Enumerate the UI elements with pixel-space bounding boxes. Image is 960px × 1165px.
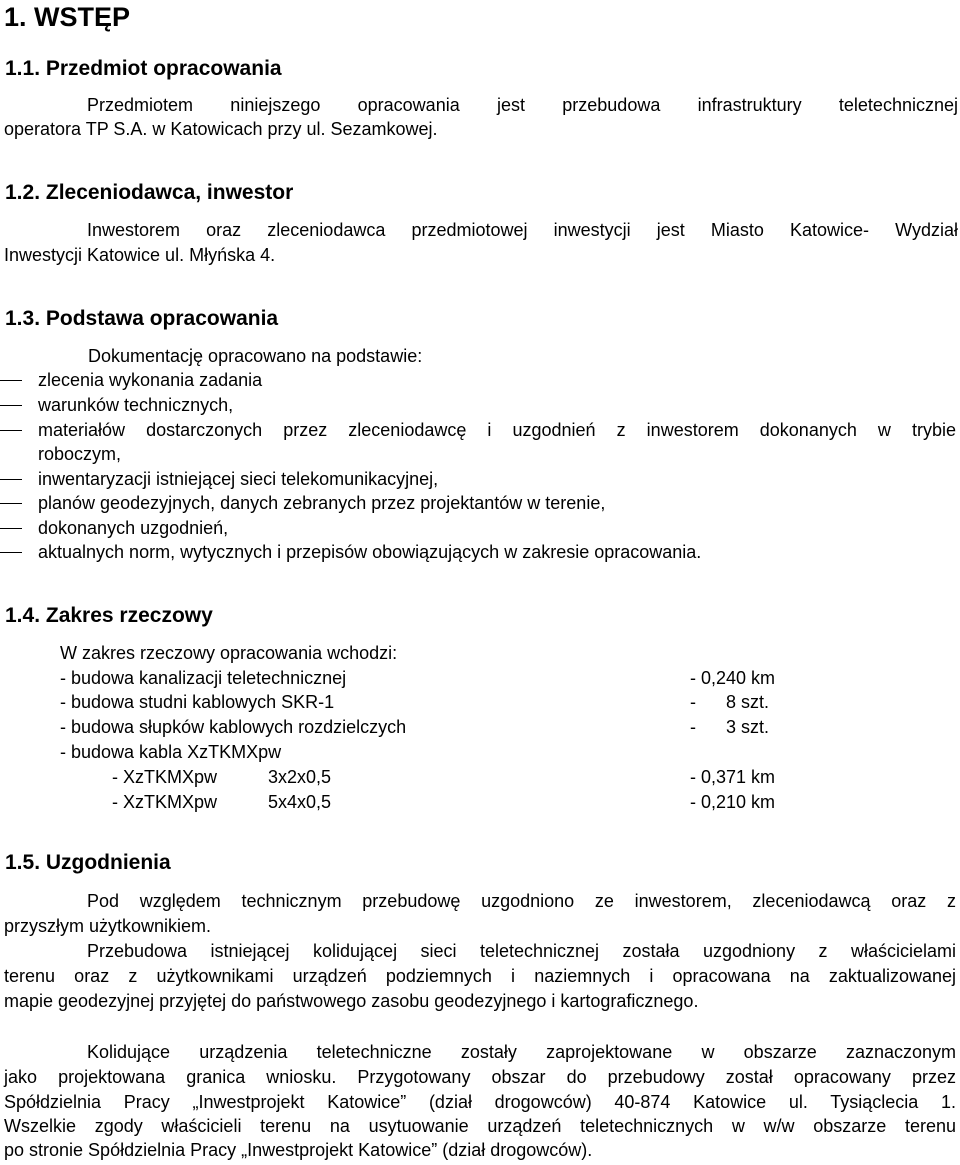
list-intro: W zakres rzeczowy opracowania wchodzi:	[60, 643, 398, 663]
list-item: planów geodezyjnych, danych zebranych przez projektantów w terenie,	[38, 493, 606, 513]
list-item: dokonanych uzgodnień,	[38, 518, 229, 538]
scope-item-label: - budowa kabla XzTKMXpw	[60, 742, 282, 762]
list-intro: Dokumentację opracowano na podstawie:	[88, 346, 423, 366]
paragraph-line: Wszelkie zgody właścicieli terenu na usytuowanie urządzeń teletechnicznych w w/w obszarze terenu	[4, 1116, 956, 1136]
scope-item-value: - 8 szt.	[690, 692, 770, 712]
scope-item-value: - 3 szt.	[690, 717, 770, 737]
section-title-1-5: 1.5. Uzgodnienia	[5, 851, 171, 874]
list-item: aktualnych norm, wytycznych i przepisów obowiązujących w zakresie opracowania.	[38, 542, 702, 562]
scope-item-label: - budowa słupków kablowych rozdzielczych	[60, 717, 407, 737]
list-item: materiałów dostarczonych przez zleceniodawcę i uzgodnień z inwestorem dokonanych w trybie	[38, 420, 956, 440]
dash-bullet-icon	[0, 503, 22, 504]
section-title-1-4: 1.4. Zakres rzeczowy	[5, 604, 213, 627]
scope-item-label: - budowa kanalizacji teletechnicznej	[60, 668, 347, 688]
scope-subitem-spec: 3x2x0,5	[268, 767, 332, 787]
dash-bullet-icon	[0, 380, 22, 381]
list-item: warunków technicznych,	[38, 395, 234, 415]
paragraph-line: jako projektowana granica wniosku. Przygotowany obszar do przebudowy został opracowany przez	[4, 1067, 956, 1087]
dash-bullet-icon	[0, 528, 22, 529]
list-item: zlecenia wykonania zadania	[38, 370, 263, 390]
scope-item-value: - 0,371 km	[690, 767, 776, 787]
scope-item-label: - budowa studni kablowych SKR-1	[60, 692, 335, 712]
list-item: inwentaryzacji istniejącej sieci telekomunikacyjnej,	[38, 469, 439, 489]
paragraph-line: przyszłym użytkownikiem.	[4, 916, 212, 936]
dash-bullet-icon	[0, 552, 22, 553]
scope-subitem-label: - XzTKMXpw	[112, 767, 218, 787]
paragraph-line: Przedmiotem niniejszego opracowania jest przebudowa infrastruktury teletechnicznej	[87, 95, 958, 115]
scope-subitem-label: - XzTKMXpw	[112, 792, 218, 812]
paragraph-line: Spółdzielnia Pracy „Inwestprojekt Katowice” (dział drogowców) 40-874 Katowice ul. Tysiąclecia 1.	[4, 1092, 956, 1112]
section-title-1-1: 1.1. Przedmiot opracowania	[5, 57, 282, 80]
dash-bullet-icon	[0, 405, 22, 406]
paragraph-line: Inwestycji Katowice ul. Młyńska 4.	[4, 245, 276, 265]
paragraph-line: operatora TP S.A. w Katowicach przy ul. Sezamkowej.	[4, 119, 438, 139]
paragraph-line: Przebudowa istniejącej kolidującej sieci teletechnicznej została uzgodniony z właścicielami	[87, 941, 956, 961]
paragraph-line: Inwestorem oraz zleceniodawca przedmiotowej inwestycji jest Miasto Katowice- Wydział	[87, 220, 958, 240]
list-item-continuation: roboczym,	[38, 444, 122, 464]
dash-bullet-icon	[0, 479, 22, 480]
dash-bullet-icon	[0, 430, 22, 431]
scope-subitem-spec: 5x4x0,5	[268, 792, 332, 812]
paragraph-line: Pod względem technicznym przebudowę uzgodniono ze inwestorem, zleceniodawcą oraz z	[87, 891, 956, 911]
section-title-1-2: 1.2. Zleceniodawca, inwestor	[5, 181, 294, 204]
scope-item-value: - 0,210 km	[690, 792, 776, 812]
scope-item-value: - 0,240 km	[690, 668, 776, 688]
section-title-1-3: 1.3. Podstawa opracowania	[5, 307, 279, 330]
paragraph-line: Kolidujące urządzenia teletechniczne zostały zaprojektowane w obszarze zaznaczonym	[87, 1042, 956, 1062]
paragraph-line: po stronie Spółdzielnia Pracy „Inwestprojekt Katowice” (dział drogowców).	[4, 1140, 593, 1160]
document-heading: 1. WSTĘP	[4, 2, 131, 32]
paragraph-line: terenu oraz z użytkownikami urządzeń podziemnych i naziemnych i opracowana na zaktualizowanej	[4, 966, 956, 986]
paragraph-line: mapie geodezyjnej przyjętej do państwowego zasobu geodezyjnego i kartograficznego.	[4, 991, 699, 1011]
